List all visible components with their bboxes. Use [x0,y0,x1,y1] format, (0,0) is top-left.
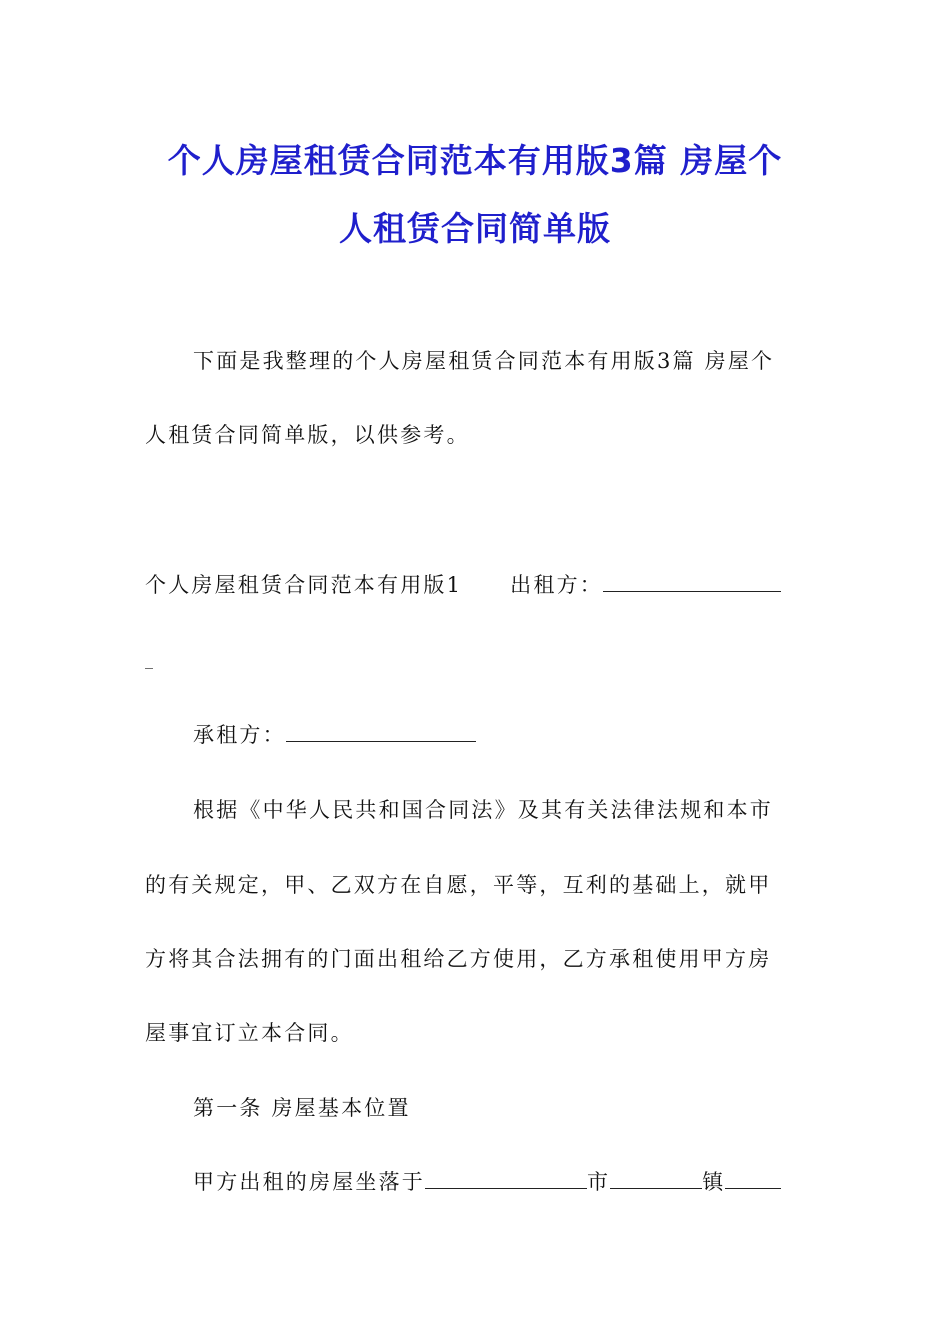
intro-line-1: 下面是我整理的个人房屋租赁合同范本有用版3篇 房屋个 [193,349,775,373]
document-title-line-2: 人租赁合同简单版 [339,209,611,248]
location-prefix: 甲方出租的房屋坐落于 [193,1170,425,1194]
lessor-label: 出租方： [510,573,603,597]
lessor-blank [603,571,781,592]
location-blank-3 [725,1168,781,1189]
location-blank-2 [610,1168,702,1189]
document-title-line-1: 个人房屋租赁合同范本有用版3篇 房屋个 [167,141,783,180]
article-1-heading: 第一条 房屋基本位置 [193,1096,411,1120]
lessee-blank [286,721,476,742]
location-blank-1 [425,1168,587,1189]
lessor-blank-overflow: _ [145,650,156,669]
para-1-line-2: 的有关规定，甲、乙双方在自愿，平等，互利的基础上，就甲 [145,873,772,897]
section-1-heading: 个人房屋租赁合同范本有用版1 [145,573,463,597]
para-1-line-4: 屋事宜订立本合同。 [145,1021,354,1045]
intro-line-2: 人租赁合同简单版，以供参考。 [145,423,470,447]
para-1-line-3: 方将其合法拥有的门面出租给乙方使用，乙方承租使用甲方房 [145,947,772,971]
para-1-line-1: 根据《中华人民共和国合同法》及其有关法律法规和本市 [193,798,773,822]
location-city: 市 [587,1170,611,1194]
lessee-row [193,720,476,750]
location-row [193,1167,781,1197]
lessee-label: 承租方： [193,723,286,747]
section-1-heading-row [145,570,781,600]
location-town: 镇 [702,1170,726,1194]
